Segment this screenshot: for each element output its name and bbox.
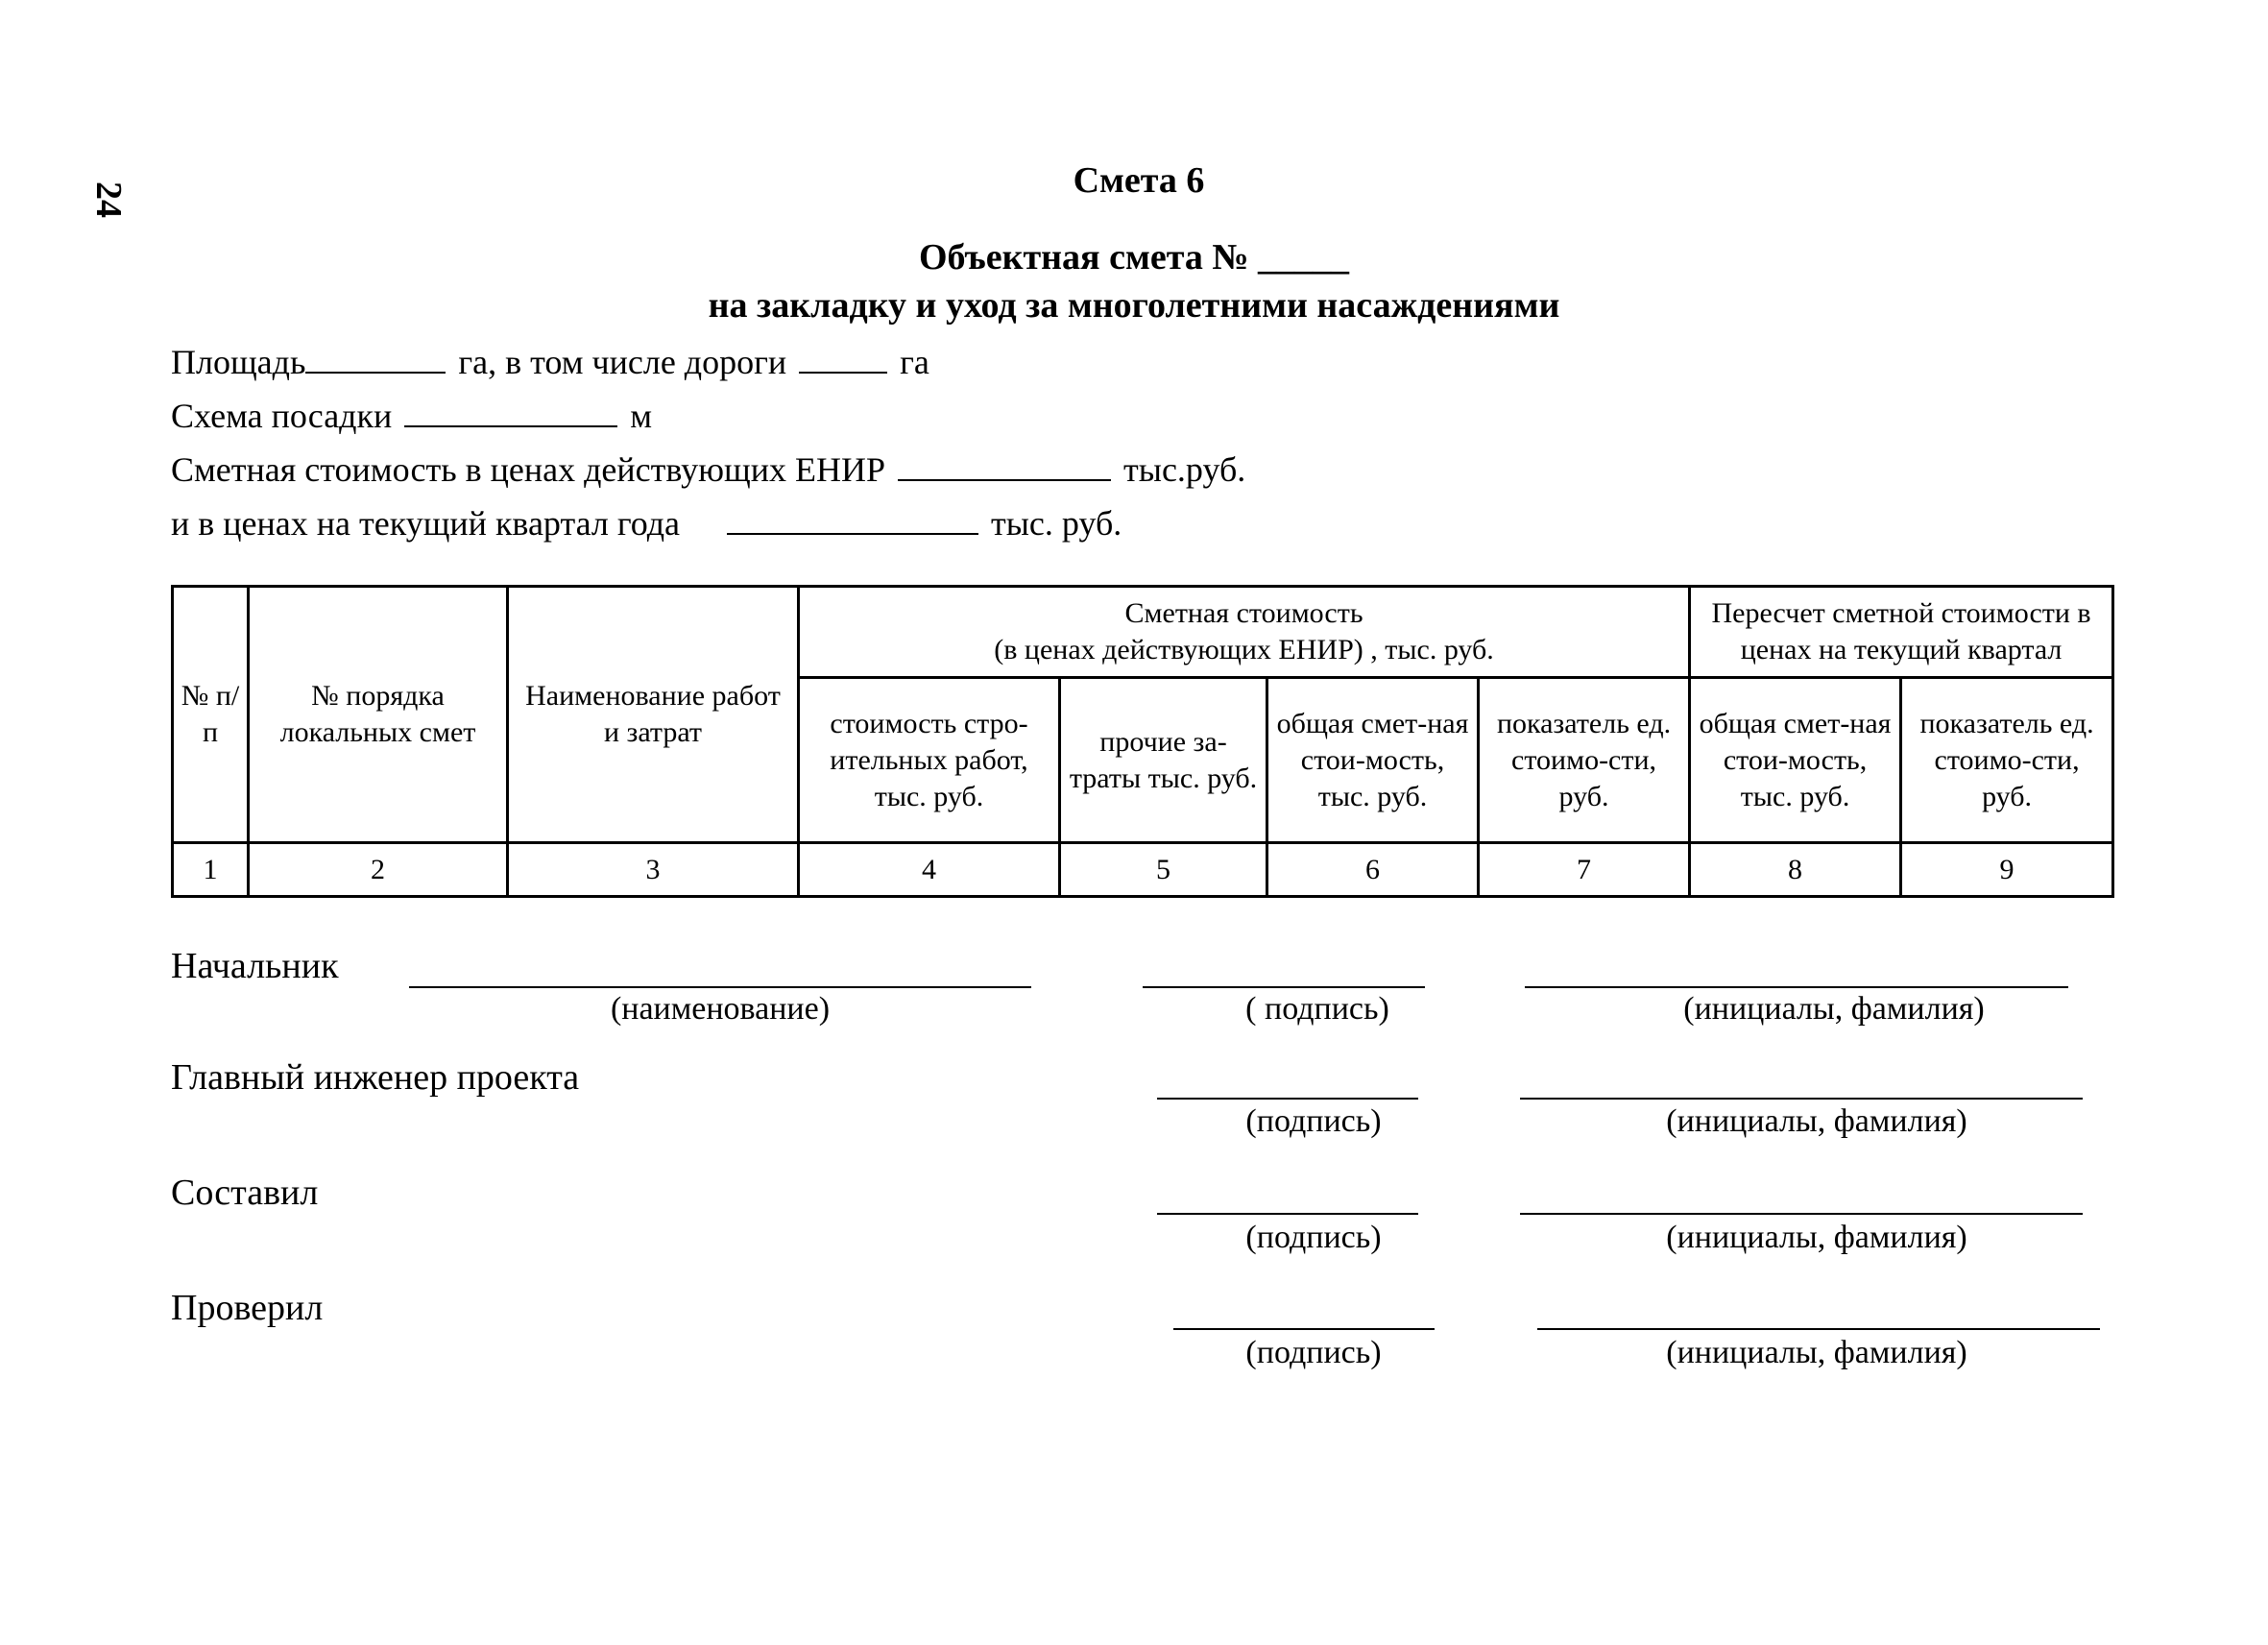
header-num: № п/п — [173, 587, 249, 843]
document-title: Смета 6 — [1073, 160, 1205, 201]
cost-enir-line — [171, 449, 1245, 490]
caption-signature: (подпись) — [1245, 1335, 1382, 1370]
header-unit-indicator: показатель ед. стоимо-сти, руб. — [1479, 678, 1690, 843]
caption-initials: (инициалы, фамилия) — [1683, 991, 1985, 1027]
area-unit: га, в том числе дороги — [458, 343, 787, 381]
roads-unit: га — [900, 343, 929, 381]
header-group-recalc: Пересчет сметной стоимости в ценах на текущий квартал — [1690, 587, 2113, 678]
chief-engineer-signature-line[interactable] — [1157, 1098, 1418, 1100]
scheme-line — [171, 396, 652, 436]
column-number: 5 — [1060, 843, 1267, 897]
chief-engineer-initials-line[interactable] — [1520, 1098, 2083, 1100]
column-number: 3 — [508, 843, 799, 897]
column-number: 9 — [1901, 843, 2113, 897]
caption-initials: (инициалы, фамилия) — [1666, 1335, 1967, 1370]
checked-initials-line[interactable] — [1537, 1328, 2100, 1330]
cost-enir-blank[interactable] — [898, 450, 1111, 481]
cost-current-line — [171, 503, 1122, 544]
header-group-enir: Сметная стоимость (в ценах действующих ЕНИР) , тыс. руб. — [799, 587, 1690, 678]
estimate-number-heading: Объектная смета № _____ — [918, 237, 1350, 278]
cost-current-blank[interactable] — [727, 504, 978, 535]
caption-signature: ( подпись) — [1245, 991, 1389, 1027]
caption-initials: (инициалы, фамилия) — [1666, 1220, 1967, 1255]
estimate-table — [171, 585, 2114, 898]
cost-enir-label: Сметная стоимость в ценах действующих ЕНИР — [171, 450, 886, 489]
scheme-unit: м — [630, 397, 653, 435]
cost-enir-unit: тыс.руб. — [1123, 450, 1246, 489]
area-blank[interactable] — [305, 343, 446, 374]
column-number: 7 — [1479, 843, 1690, 897]
header-total-cost: общая смет-ная стои-мость, тыс. руб. — [1267, 678, 1479, 843]
caption-signature: (подпись) — [1245, 1103, 1382, 1139]
compiled-signature-line[interactable] — [1157, 1213, 1418, 1215]
caption-initials: (инициалы, фамилия) — [1666, 1103, 1967, 1139]
page-number: 24 — [88, 181, 129, 218]
area-label: Площадь — [171, 343, 306, 381]
cost-current-unit: тыс. руб. — [991, 504, 1122, 543]
head-name-line[interactable] — [409, 986, 1031, 988]
caption-signature: (подпись) — [1245, 1220, 1382, 1255]
head-initials-line[interactable] — [1525, 986, 2068, 988]
header-local-estimate: № порядка локальных смет — [249, 587, 508, 843]
cost-current-label: и в ценах на текущий квартал года — [171, 504, 681, 543]
roads-blank[interactable] — [799, 343, 887, 374]
estimate-subject-heading: на закладку и уход за многолетними насаждениями — [708, 285, 1560, 326]
chief-engineer-label: Главный инженер проекта — [171, 1057, 580, 1098]
compiled-label: Составил — [171, 1173, 319, 1213]
header-work-name: Наименование работ и затрат — [508, 587, 799, 843]
head-label: Начальник — [171, 946, 339, 986]
header-construction-cost: стоимость стро-ительных работ, тыс. руб. — [799, 678, 1060, 843]
caption-name: (наименование) — [610, 991, 831, 1027]
column-number: 6 — [1267, 843, 1479, 897]
header-unit-indicator-current: показатель ед. стоимо-сти, руб. — [1901, 678, 2113, 843]
header-other-cost: прочие за-траты тыс. руб. — [1060, 678, 1267, 843]
checked-label: Проверил — [171, 1288, 324, 1328]
scheme-blank[interactable] — [404, 397, 617, 427]
head-signature-line[interactable] — [1143, 986, 1425, 988]
header-total-cost-current: общая смет-ная стои-мость, тыс. руб. — [1690, 678, 1901, 843]
column-number: 2 — [249, 843, 508, 897]
checked-signature-line[interactable] — [1173, 1328, 1435, 1330]
area-line — [171, 342, 929, 382]
scheme-label: Схема посадки — [171, 397, 393, 435]
column-number: 4 — [799, 843, 1060, 897]
compiled-initials-line[interactable] — [1520, 1213, 2083, 1215]
column-number: 8 — [1690, 843, 1901, 897]
column-number: 1 — [173, 843, 249, 897]
